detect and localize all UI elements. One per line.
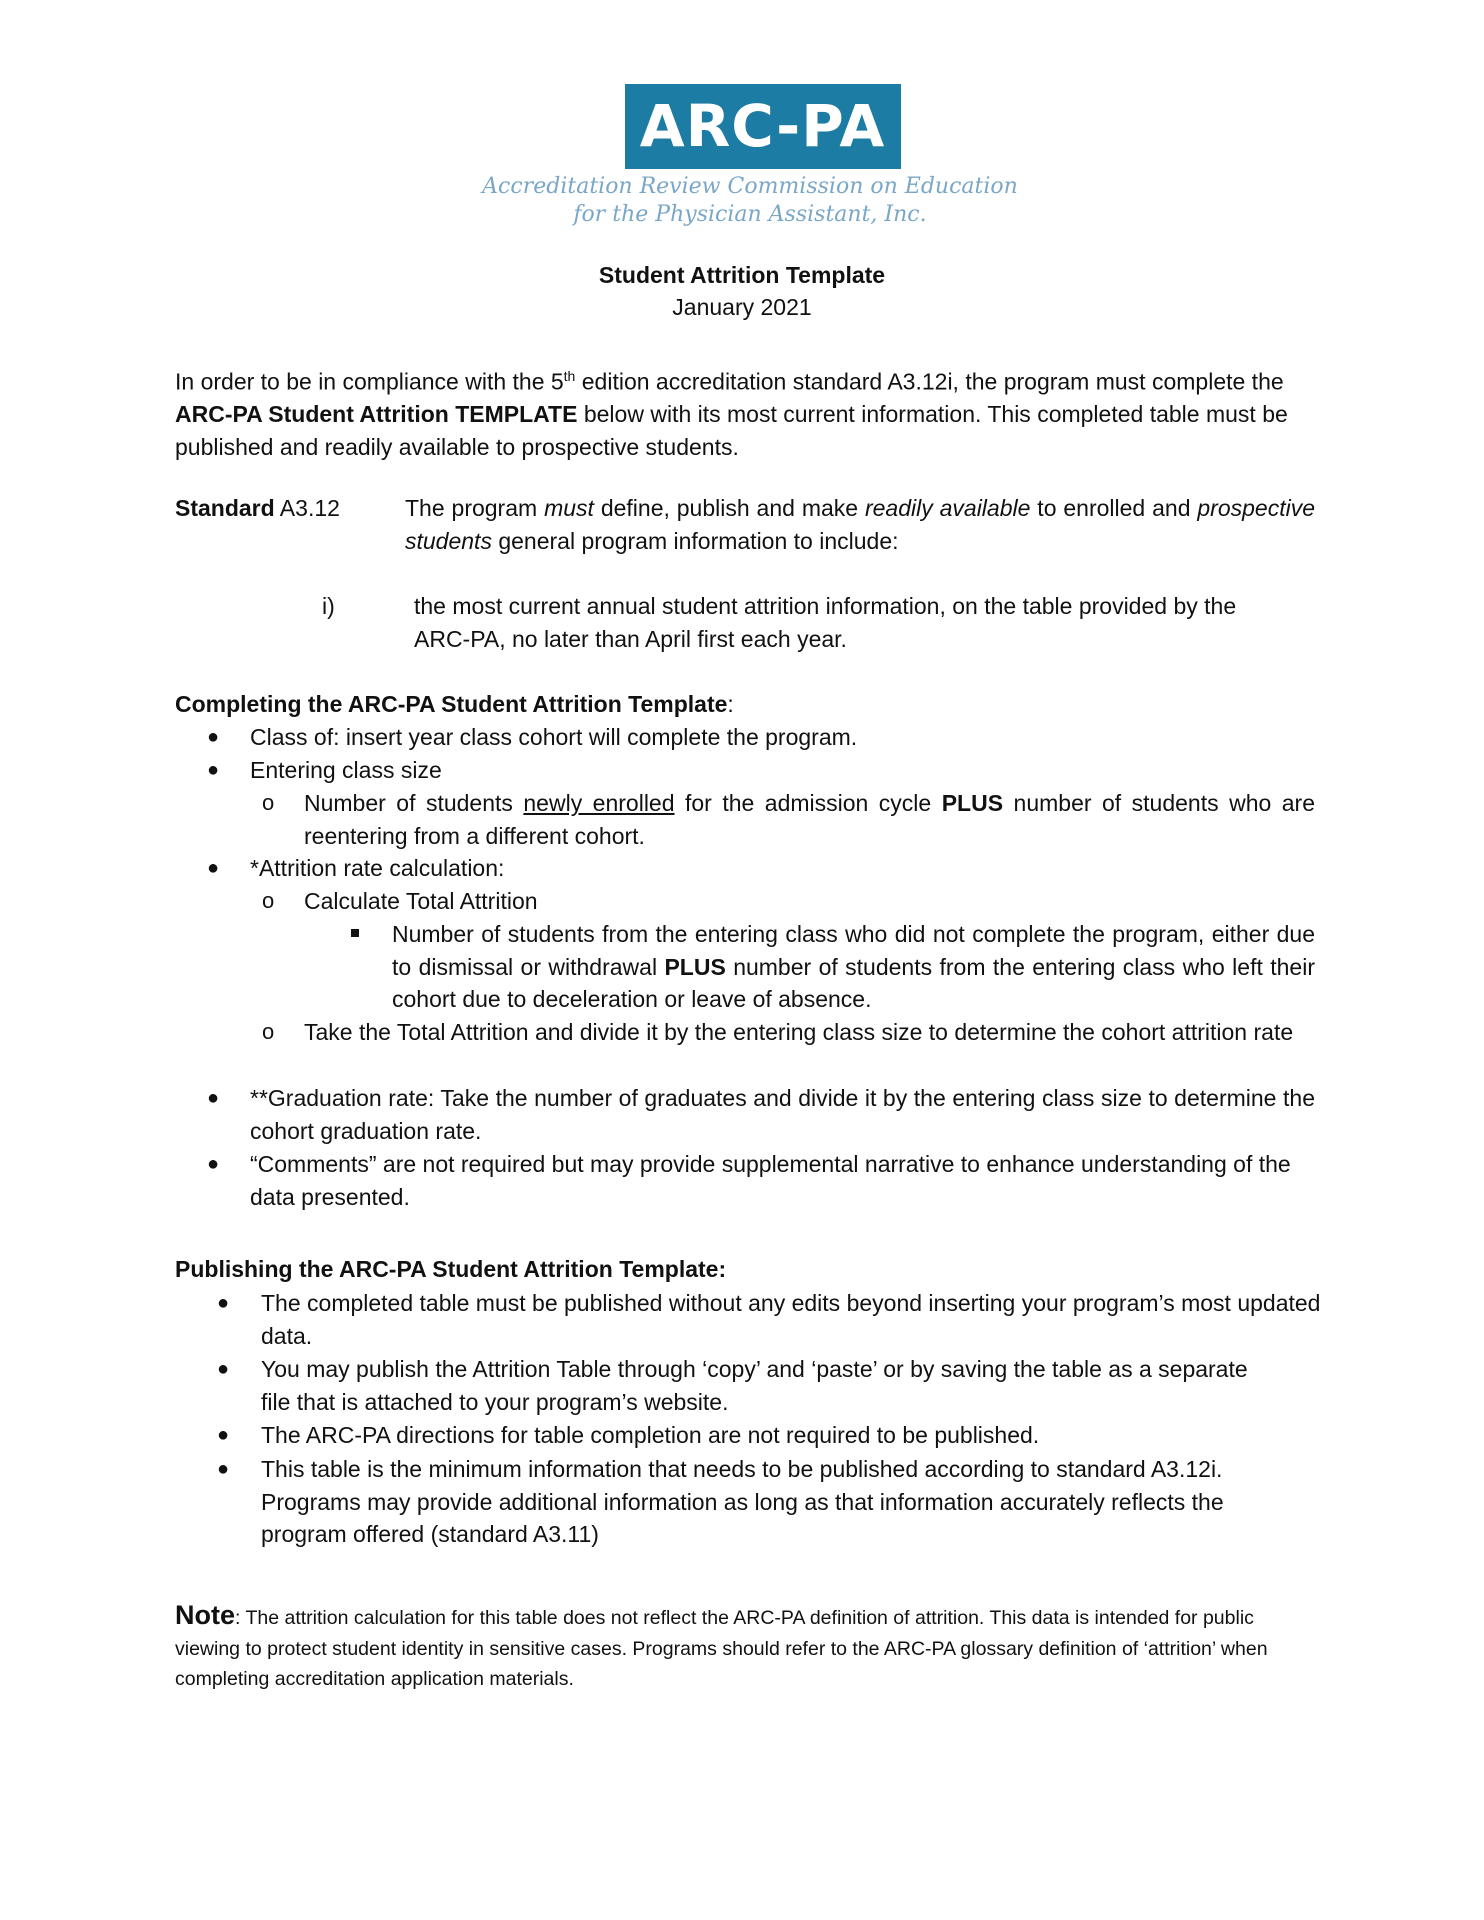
- intro-text-3: below with its most current information. This completed table must be published and readily available to prospective students.: [175, 401, 1288, 460]
- standard-body: [405, 492, 1315, 557]
- completing-heading-text: Completing the ARC-PA Student Attrition Template: [175, 691, 728, 717]
- standard-label-bold: Standard: [175, 495, 275, 521]
- publishing-heading: Publishing the ARC-PA Student Attrition Template:: [175, 1256, 727, 1282]
- list-item: **Graduation rate: Take the number of graduates and divide it by the entering class size to determine the cohort graduation rate.: [250, 1085, 1315, 1144]
- completing-heading: [175, 688, 734, 721]
- b3ai-plus: PLUS: [664, 953, 726, 980]
- b2a-plus: PLUS: [941, 790, 1004, 816]
- standard-code: A3.12: [274, 495, 340, 521]
- note-label: Note: [175, 1600, 235, 1630]
- intro-superscript: th: [563, 368, 576, 384]
- logo-subtitle-line-1: Accreditation Review Commission on Education: [482, 174, 1018, 199]
- bullet-marker: ●: [207, 857, 220, 879]
- standard-text-1: The program: [405, 495, 545, 521]
- bullet-marker: ●: [217, 1458, 230, 1480]
- list-item: Calculate Total Attrition: [304, 888, 538, 914]
- b3ai-text-1: Number of students from the entering class who did not complete the program, either due to dismissal or withdrawal: [392, 921, 1315, 980]
- b2a-underline: newly enrolled: [523, 790, 675, 816]
- list-item: [392, 918, 1315, 1016]
- list-item: Entering class size: [250, 757, 442, 783]
- intro-paragraph: [175, 360, 1315, 463]
- b2a-text-3: number of students who are reentering from a different cohort.: [304, 790, 1316, 849]
- square-bullet-marker: [351, 929, 359, 937]
- completing-heading-colon: :: [727, 691, 734, 717]
- standard-item-marker: i): [322, 593, 335, 619]
- intro-bold-template: ARC-PA Student Attrition TEMPLATE: [175, 401, 578, 428]
- standard-must: must: [544, 495, 594, 521]
- intro-text-2: edition accreditation standard A3.12i, the program must complete the: [575, 368, 1284, 395]
- list-item: Take the Total Attrition and divide it by the entering class size to determine the cohort attrition rate: [304, 1019, 1294, 1045]
- page-date: January 2021: [672, 294, 812, 320]
- sub-bullet-marker: o: [262, 888, 275, 913]
- standard-item-text: the most current annual student attrition information, on the table provided by the ARC-PA, no later than April first each year.: [414, 593, 1237, 652]
- standard-text-3: to enrolled and: [1030, 495, 1198, 521]
- list-item: *Attrition rate calculation:: [250, 855, 505, 881]
- standard-readily: readily available: [864, 495, 1031, 521]
- bullet-marker: ●: [207, 1087, 220, 1109]
- bullet-marker: ●: [207, 726, 220, 748]
- list-item: This table is the minimum information that needs to be published according to standard A3.12i. Programs may provide additional information as long as that information accurately reflects the program offered (standard A3.11): [261, 1456, 1224, 1547]
- b2a-text-2: for the admission cycle: [674, 790, 942, 816]
- b2a-text-1: Number of students: [304, 790, 524, 816]
- list-item: You may publish the Attrition Table through ‘copy’ and ‘paste’ or by saving the table as a separate file that is attached to your program’s website.: [261, 1356, 1248, 1415]
- list-item: Class of: insert year class cohort will complete the program.: [250, 724, 858, 750]
- b3ai-text-2: number of students from the entering class who left their cohort due to deceleration or leave of absence.: [392, 953, 1315, 1012]
- bullet-marker: ●: [217, 1424, 230, 1446]
- intro-text-1: In order to be in compliance with the 5: [175, 368, 564, 395]
- page-title: Student Attrition Template: [598, 262, 886, 288]
- logo-subtitle: [460, 173, 1040, 229]
- logo-wordmark: ARC-PA: [625, 84, 901, 169]
- list-item: “Comments” are not required but may provide supplemental narrative to enhance understanding of the data presented.: [250, 1151, 1291, 1210]
- standard-text-2: define, publish and make: [593, 495, 865, 521]
- logo-subtitle-line-2: for the Physician Assistant, Inc.: [573, 202, 927, 227]
- sub-bullet-marker: o: [262, 790, 275, 815]
- note-paragraph: [175, 1600, 1315, 1695]
- bullet-marker: ●: [207, 1153, 220, 1175]
- bullet-marker: ●: [217, 1292, 230, 1314]
- standard-prospective: prospective students: [405, 495, 1316, 554]
- sub-bullet-marker: o: [262, 1019, 275, 1044]
- bullet-marker: ●: [207, 759, 220, 781]
- standard-label: [175, 492, 405, 525]
- list-item: The completed table must be published without any edits beyond inserting your program’s most updated data.: [261, 1290, 1321, 1349]
- note-text: : The attrition calculation for this table does not reflect the ARC-PA definition of attrition. This data is intended for public viewing to protect student identity in sensitive cases. Programs should refer to the ARC-PA glossary definition of ‘attrition’ when completing accreditation application materials.: [175, 1607, 1268, 1690]
- bullet-marker: ●: [217, 1358, 230, 1380]
- arc-pa-logo: [460, 84, 1040, 229]
- list-item: The ARC-PA directions for table completion are not required to be published.: [261, 1422, 1040, 1448]
- standard-text-4: general program information to include:: [491, 527, 899, 554]
- list-item: [304, 787, 1315, 852]
